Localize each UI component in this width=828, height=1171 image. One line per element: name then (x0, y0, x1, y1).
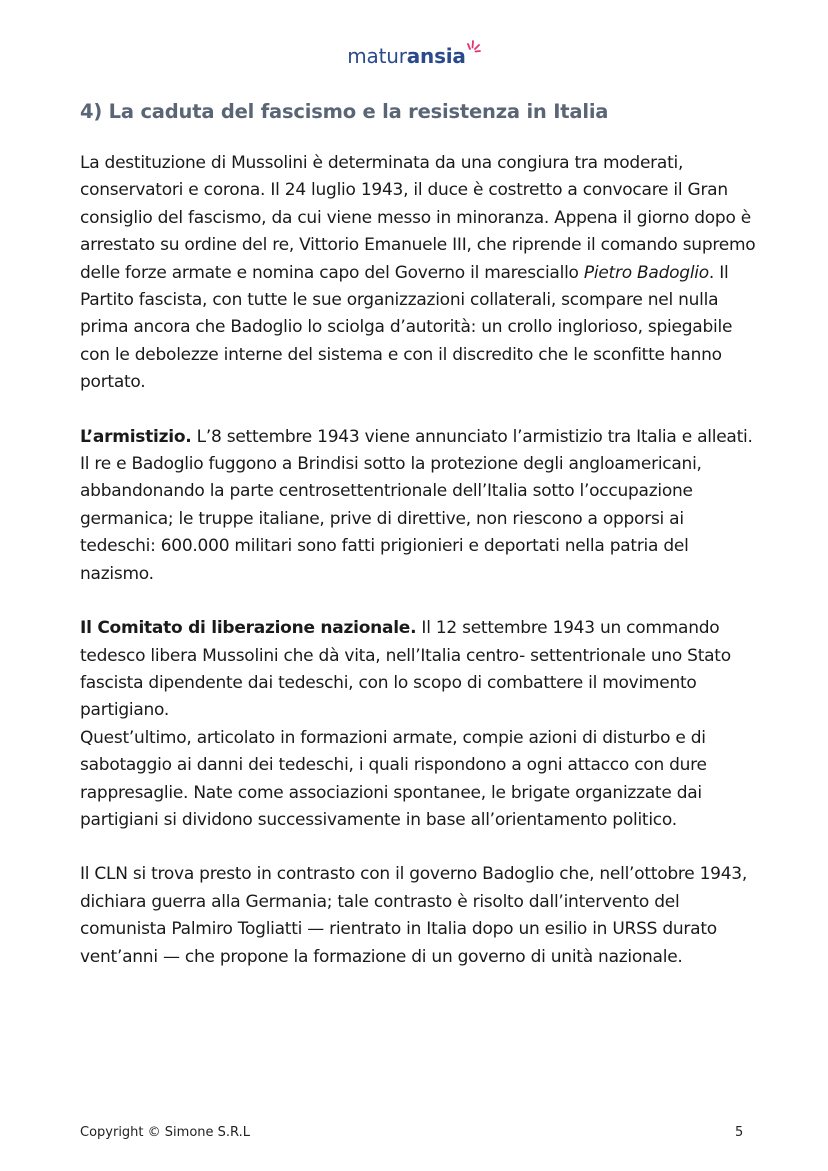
armistizio-heading: L’armistizio. (80, 426, 192, 447)
cln-heading: Il Comitato di liberazione nazionale. (80, 618, 417, 639)
maturansia-logo (0, 44, 828, 68)
section-title: 4) La caduta del fascismo e la resistenza in Italia (80, 100, 609, 123)
paragraph-cln: Il Comitato di liberazione nazionale. Il 12 settembre 1943 un commando tedesco libera Mussolini che dà vita, nell’Italia centro- settentrionale uno Stato fascista dipendente dai tedeschi, con lo scopo di combattere il movimento partigiano. (80, 618, 731, 721)
logo-text-part2: ansia (406, 44, 466, 68)
sparkle-icon (467, 39, 481, 53)
paragraph-armistizio: L’armistizio. L’8 settembre 1943 viene annunciato l’armistizio tra Italia e alleati. Il re e Badoglio fuggono a Brindisi sotto la protezione degli angloamericani, abbandonando la parte centrosettentrionale dell’Italia sotto l’occupazione germanica; le truppe italiane, prive di direttive, non riescono a opporsi ai tedeschi: 600.000 militari sono fatti prigionieri e deportati nella patria del nazismo. (80, 426, 753, 584)
paragraph-destituzione: La destituzione di Mussolini è determinata da una congiura tra moderati, conservatori e corona. Il 24 luglio 1943, il duce è costretto a convocare il Gran consiglio del fascismo, da cui viene messo in minoranza. Appena il giorno dopo è arrestato su ordine del re, Vittorio Emanuele III, che riprende il comando supremo delle forze armate e nomina capo del Governo il maresciallo Pietro Badoglio. Il Partito fascista, con tutte le sue organizzazioni collaterali, scompare nel nulla prima ancora che Badoglio lo sciolga d’autorità: un crollo inglorioso, spiegabile con le debolezze interne del sistema e con il discredito che le sconfitte hanno portato. (80, 153, 756, 393)
page-number: 5 (735, 1125, 744, 1140)
paragraph-togliatti: Il CLN si trova presto in contrasto con il governo Badoglio che, nell’ottobre 1943, dichiara guerra alla Germania; tale contrasto è risolto dall’intervento del comunista Palmiro Togliatti — rientrato in Italia dopo un esilio in URSS durato vent’anni — che propone la formazione di un governo di unità nazionale. (80, 864, 748, 967)
footer-copyright: Copyright © Simone S.R.L (80, 1125, 250, 1140)
section-body (80, 150, 760, 971)
paragraph-partigiani: Quest’ultimo, articolato in formazioni armate, compie azioni di disturbo e di sabotaggio ai danni dei tedeschi, i quali rispondono a ogni attacco con dure rappresaglie. Nate come associazioni spontanee, le brigate organizzate dai partigiani si dividono successivamente in base all’orientamento politico. (80, 727, 707, 830)
logo-text-part1: matur (347, 44, 407, 68)
badoglio-name: Pietro Badoglio (583, 262, 709, 283)
